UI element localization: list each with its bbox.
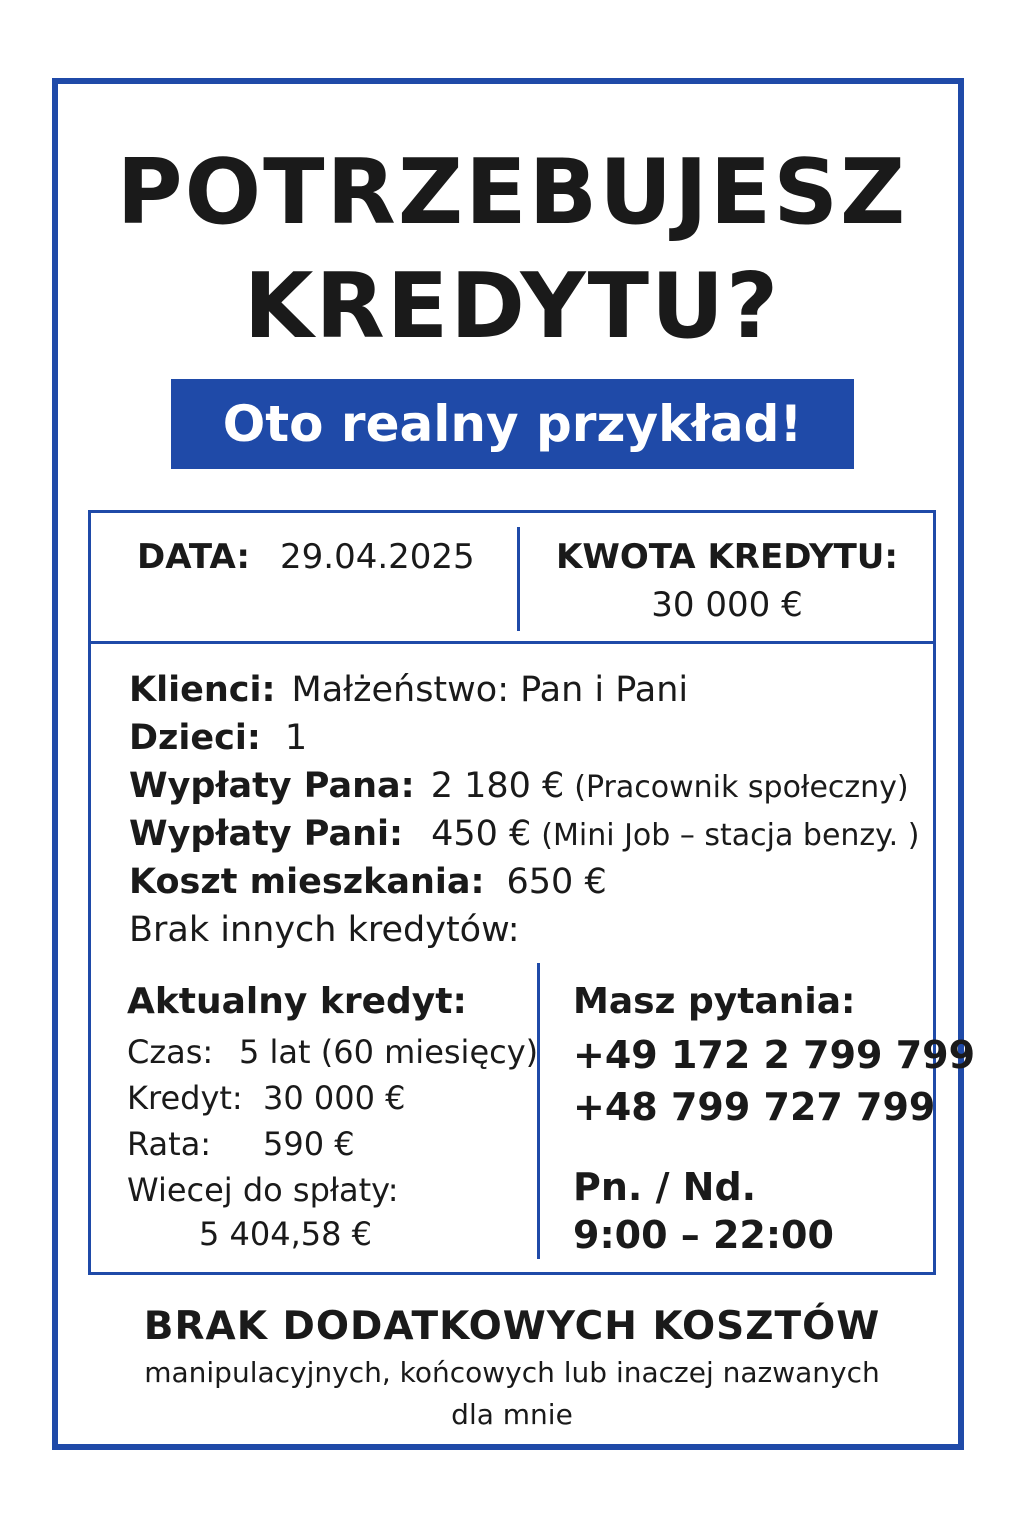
clients-value: Małżeństwo: Pan i Pani: [291, 670, 689, 710]
section-divider: [91, 641, 933, 644]
housing-label: Koszt mieszkania:: [129, 862, 485, 902]
loan-credit-value: 30 000 €: [263, 1079, 406, 1117]
date-value: 29.04.2025: [280, 537, 475, 577]
clients-label: Klienci:: [129, 670, 276, 710]
date-label: DATA:: [137, 537, 250, 577]
contact-hours: 9:00 – 22:00: [573, 1213, 834, 1257]
details-divider: [537, 963, 540, 1259]
headline-line-2: KREDYTU?: [243, 254, 781, 359]
loan-time-row: [127, 1033, 538, 1071]
footer-title: BRAK DODATKOWYCH KOSZTÓW: [143, 1304, 881, 1349]
housing-value: 650 €: [506, 862, 607, 902]
his-pay-value: 2 180 €: [430, 766, 565, 806]
headline-line-1: POTRZEBUJESZ: [116, 140, 908, 245]
her-pay-row: [129, 814, 920, 854]
credit-example-box: [88, 510, 976, 1275]
loan-more-label: Wiecej do spłaty:: [127, 1171, 399, 1209]
children-label: Dzieci:: [129, 718, 261, 758]
loan-rate-row: [127, 1125, 355, 1163]
loan-time-label: Czas:: [127, 1033, 214, 1071]
loan-time-value: 5 lat (60 miesięcy): [239, 1033, 539, 1071]
clients-row: [129, 670, 689, 710]
housing-row: [129, 862, 607, 902]
contact-title: Masz pytania:: [573, 981, 856, 1022]
loan-more-value: 5 404,58 €: [199, 1215, 373, 1253]
date-row: [137, 537, 475, 577]
amount-value: 30 000 €: [651, 585, 803, 625]
phone-number-de[interactable]: +49 172 2 799 799: [573, 1033, 976, 1077]
her-pay-note: (Mini Job – stacja benzy. ): [541, 818, 920, 853]
loan-credit-label: Kredyt:: [127, 1079, 243, 1117]
contact-days: Pn. / Nd.: [573, 1165, 757, 1209]
no-other-loans: Brak innych kredytów:: [129, 910, 520, 950]
loan-rate-value: 590 €: [263, 1125, 355, 1163]
example-banner: [171, 379, 854, 469]
phone-number-pl[interactable]: +48 799 727 799: [573, 1085, 936, 1129]
loan-credit-row: [127, 1079, 406, 1117]
her-pay-label: Wypłaty Pani:: [129, 814, 404, 854]
children-row: [129, 718, 308, 758]
loan-rate-label: Rata:: [127, 1125, 212, 1163]
her-pay-value: 450 €: [431, 814, 532, 854]
footer-line-1: manipulacyjnych, końcowych lub inaczej nazwanych: [144, 1356, 880, 1389]
current-loan-title: Aktualny kredyt:: [127, 981, 467, 1022]
his-pay-note: (Pracownik społeczny): [574, 770, 909, 805]
his-pay-label: Wypłaty Pana:: [129, 766, 415, 806]
children-value: 1: [284, 718, 308, 758]
his-pay-row: [129, 766, 909, 806]
banner-text: Oto realny przykład!: [222, 395, 803, 453]
footer-line-2: dla mnie: [451, 1398, 573, 1431]
amount-label: KWOTA KREDYTU:: [556, 537, 898, 577]
